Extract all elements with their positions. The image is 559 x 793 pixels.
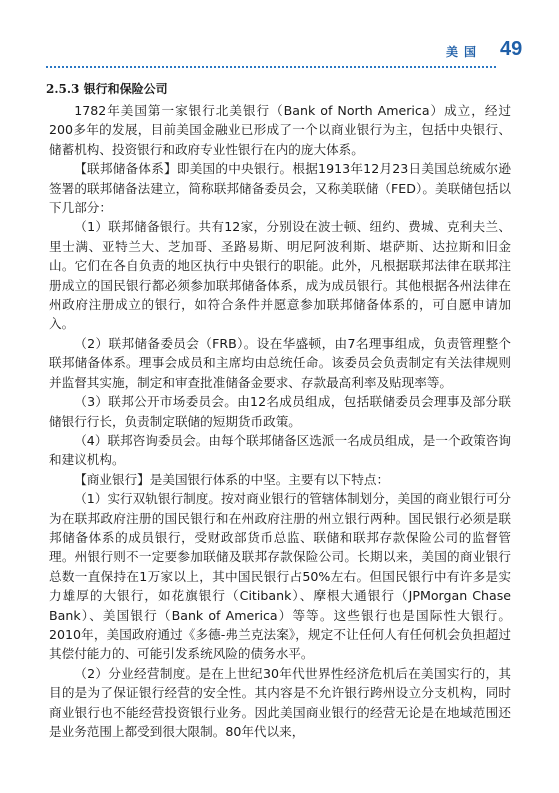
body-text	[49, 101, 511, 741]
paragraph: （2）分业经营制度。是在上世纪30年代世界性经济危机后在美国实行的，其目的是为了保证银行经营的安全性。其内容是不允许银行跨州设立分支机构，同时商业银行也不能经营投资银行业务。因此美国商业银行的经营无论是在地域范围还是业务范围上都受到很大限制。80年代以来，	[49, 665, 511, 739]
paragraph: 1782年美国第一家银行北美银行（Bank of North America）成立，经过200多年的发展，目前美国金融业已形成了一个以商业银行为主，包括中央银行、储蓄机构、投资银行和政府专业性银行在内的庞大体系。	[49, 103, 511, 157]
paragraph: （3）联邦公开市场委员会。由12名成员组成，包括联储委员会理事及部分联储银行行长，负责制定联储的短期货币政策。	[49, 394, 511, 429]
header-divider	[46, 66, 496, 68]
paragraph: 【联邦储备体系】即美国的中央银行。根据1913年12月23日美国总统威尔逊签署的联邦储备法建立，简称联邦储备委员会，又称美联储（FED）。美联储包括以下几部分：	[49, 161, 511, 216]
paragraph: （2）联邦储备委员会（FRB）。设在华盛顿，由7名理事组成，负责管理整个联邦储备体系。理事会成员和主席均由总统任命。该委员会负责制定有关法律规则并监督其实施，制定和审查批准储备金要求、存款最高利率及贴现率等。	[49, 335, 511, 390]
paragraph: （1）联邦储备银行。共有12家，分别设在波士顿、纽约、费城、克利夫兰、里士满、亚特兰大、芝加哥、圣路易斯、明尼阿波利斯、堪萨斯、达拉斯和旧金山。它们在各自负责的地区执行中央银行的职能。此外，凡根据联邦法律在联邦注册成立的国民银行都必须参加联邦储备体系，成为成员银行。其他根据各州法律在州政府注册成立的银行，如符合条件并愿意参加联邦储备体系的，可自愿申请加入。	[49, 219, 511, 332]
paragraph: （4）联邦咨询委员会。由每个联邦储备区选派一名成员组成，是一个政策咨询和建议机构。	[49, 432, 511, 468]
paragraph: （1）实行双轨银行制度。按对商业银行的管辖体制划分，美国的商业银行可分为在联邦政府注册的国民银行和在州政府注册的州立银行两种。国民银行必须是联邦储备体系的成员银行，受财政部货币总监、联储和联邦存款保险公司的监督管理。州银行则不一定要参加联储及联邦存款保险公司。长期以来，美国的商业银行总数一直保持在1万家以上，其中国民银行占50%左右。但国民银行中有许多是实力雄厚的大银行，如花旗银行（Citibank）、摩根大通银行（JPMorgan Chase Bank）、美国银行（Bank of America）等等。这些银行也是国际性大银行。2010年，美国政府通过《多德-弗兰克法案》，规定不让任何人有任何机会负担超过其偿付能力的、可能引发系统风险的债务水平。	[49, 491, 511, 662]
section-heading: 2.5.3 银行和保险公司	[46, 82, 168, 96]
header-country: 美国	[446, 45, 483, 59]
page-number: 49	[500, 38, 523, 60]
paragraph: 【商业银行】是美国银行体系的中坚。主要有以下特点：	[74, 471, 390, 487]
